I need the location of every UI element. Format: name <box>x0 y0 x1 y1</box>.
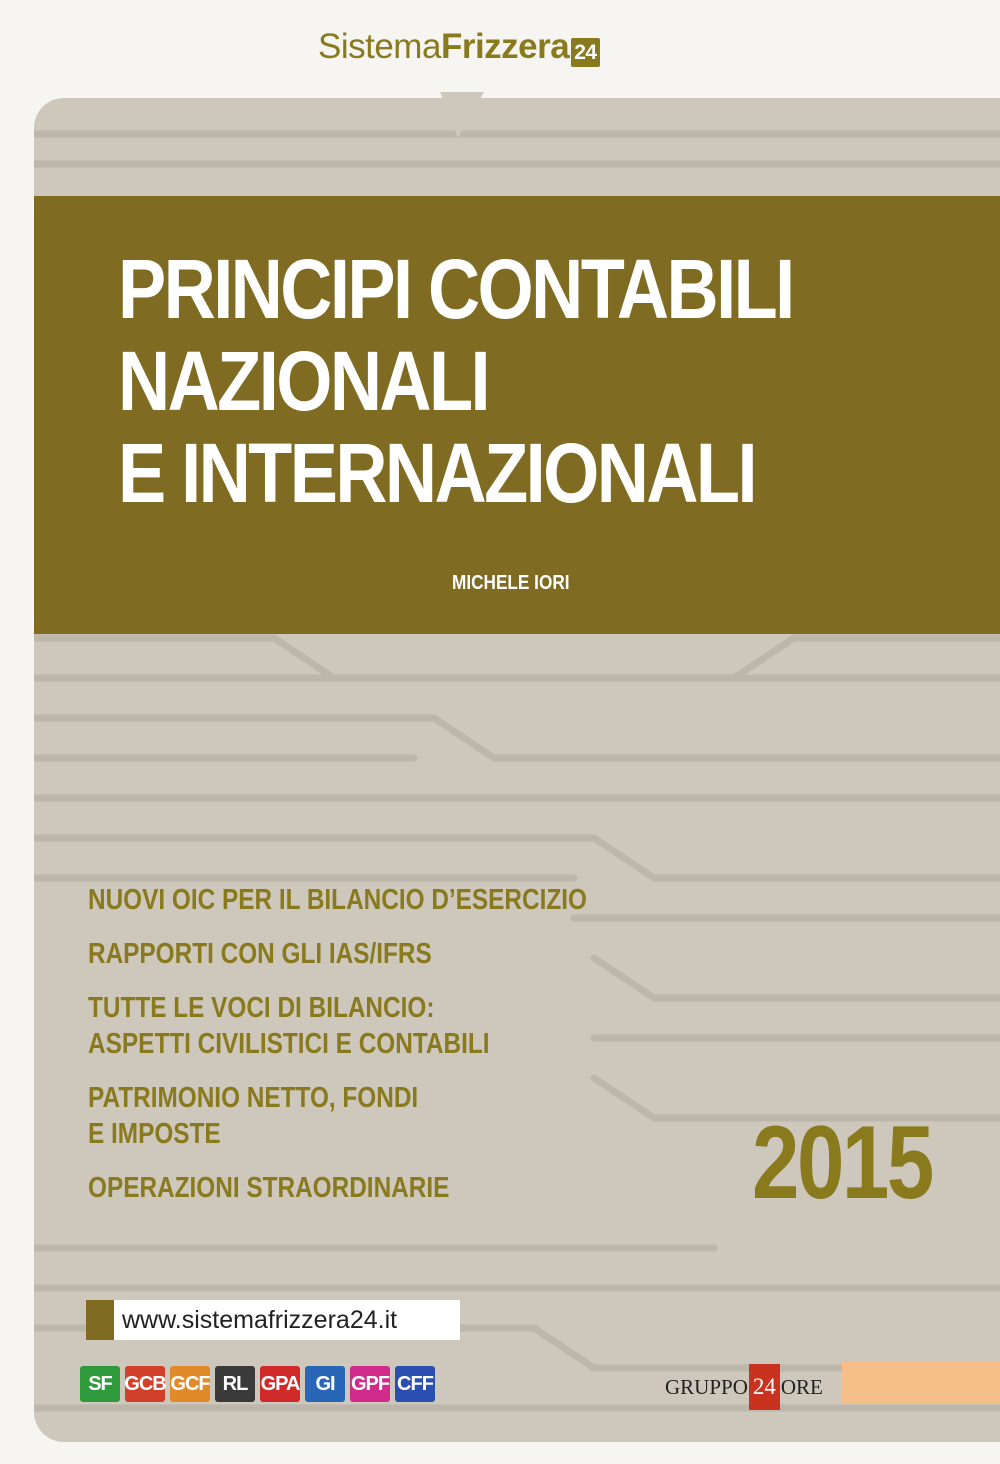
speech-notch <box>440 92 484 138</box>
badge-gcb: GCB <box>125 1366 165 1402</box>
publisher-box: 24 <box>749 1364 780 1410</box>
topic-item: PATRIMONIO NETTO, FONDI E IMPOSTE <box>88 1082 419 1150</box>
badge-rl: RL <box>215 1366 255 1402</box>
badge-cff: CFF <box>395 1366 435 1402</box>
series-badges <box>80 1366 435 1402</box>
topic-item: TUTTE LE VOCI DI BILANCIO: ASPETTI CIVILISTICI E CONTABILI <box>88 992 490 1060</box>
badge-gpa: GPA <box>260 1366 300 1402</box>
topic-item: RAPPORTI CON GLI IAS/IFRS <box>88 938 432 970</box>
website-text: www.sistemafrizzera24.it <box>122 1305 398 1334</box>
title-line-3: E INTERNAZIONALI <box>118 426 755 520</box>
accent-stripe <box>842 1362 1000 1404</box>
publisher-logo <box>665 1364 823 1410</box>
badge-gpf: GPF <box>350 1366 390 1402</box>
series-logo-part2: Frizzera <box>440 27 570 66</box>
author-name: MICHELE IORI <box>452 572 570 594</box>
series-logo-part3: 24 <box>571 38 599 67</box>
topic-item: OPERAZIONI STRAORDINARIE <box>88 1172 450 1204</box>
edition-year: 2015 <box>752 1105 932 1221</box>
badge-sf: SF <box>80 1366 120 1402</box>
website-link[interactable] <box>86 1300 460 1340</box>
title-line-1: PRINCIPI CONTABILI <box>118 242 793 336</box>
topic-item: NUOVI OIC PER IL BILANCIO D’ESERCIZIO <box>88 884 587 916</box>
series-logo <box>318 22 600 72</box>
series-logo-part1: Sistema <box>318 27 441 66</box>
title-line-2: NAZIONALI <box>118 334 489 428</box>
badge-gcf: GCF <box>170 1366 210 1402</box>
book-title <box>118 243 840 519</box>
badge-gi: GI <box>305 1366 345 1402</box>
topics-list <box>88 882 587 1224</box>
publisher-right: ORE <box>780 1374 823 1399</box>
publisher-left: GRUPPO <box>665 1374 748 1399</box>
